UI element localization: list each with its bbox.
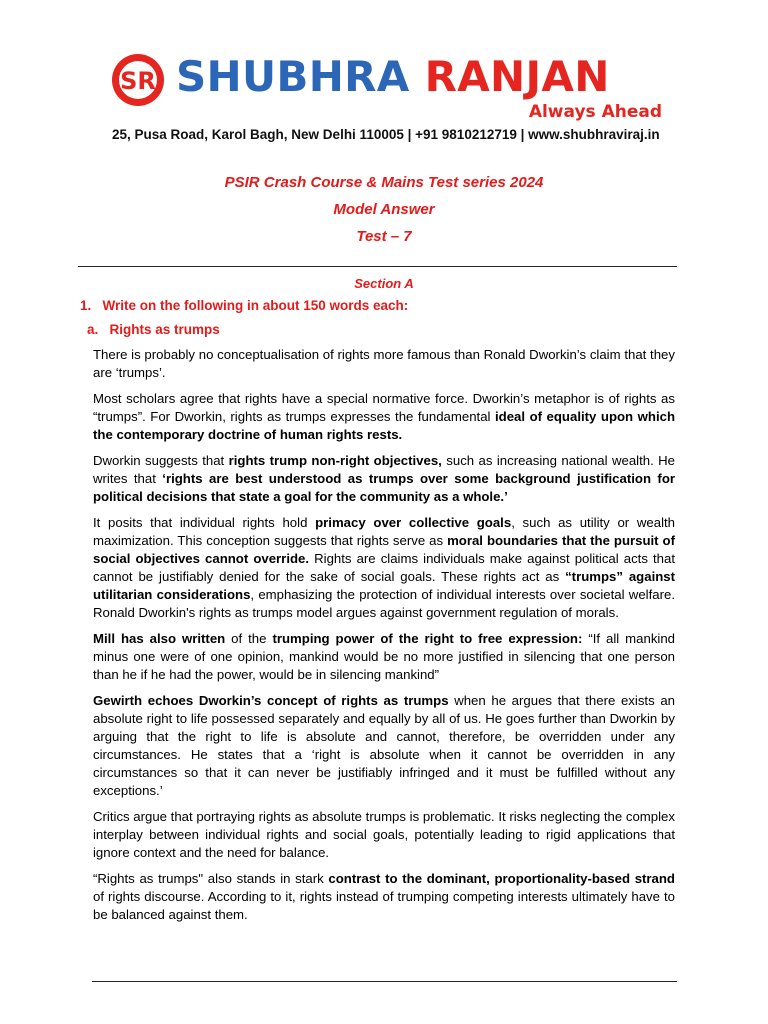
top-divider <box>78 266 677 267</box>
model-answer-title: Model Answer <box>333 201 435 218</box>
test-number-title: Test – 7 <box>356 228 412 245</box>
brand-name-part1: SHUBHRA <box>176 52 410 101</box>
text-span: Dworkin suggests that <box>93 453 229 468</box>
text-span: of rights discourse. According to it, rights instead of trumping competing interests ultimately have to be balanced against them. <box>93 889 675 922</box>
answer-paragraph <box>93 514 675 622</box>
bold-text: ideal of equality upon which the contemporary doctrine of human rights rests. <box>93 409 675 442</box>
text-span: of the <box>225 631 273 646</box>
tagline: Always Ahead <box>528 102 662 122</box>
text-span: Rights are claims individuals make against political acts that cannot be justifiably denied for the sake of social goals. These rights act as <box>93 551 676 584</box>
text-span: “Rights as trumps" also stands in stark <box>93 871 329 886</box>
text-span: Most scholars agree that rights have a special normative force. Dworkin’s metaphor is of rights as “trumps”. For Dworkin, rights as trumps expresses the fundamental <box>93 391 675 424</box>
answer-paragraph <box>93 452 675 506</box>
text-span: , such as utility or wealth maximization. This conception suggests that rights serve as <box>93 515 675 548</box>
text-span: , emphasizing the protection of individual interests over societal welfare. Ronald Dworkin's rights as trumps model argues against government regulation of morals. <box>93 587 675 620</box>
text-span: when he argues that there exists an absolute right to life possessed separately and equally by all of us. He goes further than Dworkin by arguing that the right to life is absolute and cannot, therefore, be overridden under any circumstances. He states that a ‘right is absolute when it cannot be overridden in any circumstances so that it can never be justifiably infringed and it must be fulfilled without any exceptions.’ <box>93 693 675 798</box>
answer-paragraph <box>93 692 675 800</box>
bold-text: trumping power of the right to free expression: <box>272 631 583 646</box>
course-title: PSIR Crash Course & Mains Test series 2024 <box>224 174 544 191</box>
answer-body <box>93 346 675 932</box>
text-span: such as increasing national wealth. He writes that <box>93 453 676 486</box>
address-line: 25, Pusa Road, Karol Bagh, New Delhi 110005 | +91 9810212719 | www.shubhraviraj.in <box>112 127 660 142</box>
bold-text: ‘rights are best understood as trumps over some background justification for political decisions that state a goal for the community as a whole.’ <box>93 471 676 504</box>
bold-text: Gewirth echoes Dworkin’s concept of rights as trumps <box>93 693 449 708</box>
header-logo <box>106 50 666 130</box>
text-span: There is probably no conceptualisation of rights more famous than Ronald Dworkin’s claim that they are ‘trumps’. <box>93 347 675 380</box>
answer-paragraph <box>93 390 675 444</box>
brand-name <box>176 52 610 102</box>
answer-paragraph <box>93 808 675 862</box>
bold-text: primacy over collective goals <box>315 515 512 530</box>
brand-name-part2: RANJAN <box>424 52 610 101</box>
section-heading: Section A <box>354 276 414 291</box>
question-heading: 1. Write on the following in about 150 words each: <box>80 298 409 313</box>
subquestion-heading: a. Rights as trumps <box>87 322 220 337</box>
answer-paragraph <box>93 870 675 924</box>
text-span: Critics argue that portraying rights as absolute trumps is problematic. It risks neglecting the complex interplay between individual rights and social goals, potentially leading to rigid applications that ignore context and the need for balance. <box>93 809 675 860</box>
answer-paragraph <box>93 346 675 382</box>
bold-text: moral boundaries that the pursuit of social objectives cannot override. <box>93 533 675 566</box>
text-span: It posits that individual rights hold <box>93 515 316 530</box>
bottom-divider <box>92 981 677 982</box>
bold-text: rights trump non-right objectives, <box>228 453 442 468</box>
answer-paragraph <box>93 630 675 684</box>
sr-logo-icon <box>110 52 166 108</box>
text-span: “If all mankind minus one were of one opinion, mankind would be no more justified in silencing that one person than he if he had the power, would be in silencing mankind” <box>93 631 676 682</box>
bold-text: “trumps” against utilitarian considerations <box>93 569 676 602</box>
bold-text: Mill has also written <box>93 631 226 646</box>
svg-text:SR: SR <box>120 67 156 95</box>
bold-text: contrast to the dominant, proportionality-based strand <box>328 871 675 886</box>
